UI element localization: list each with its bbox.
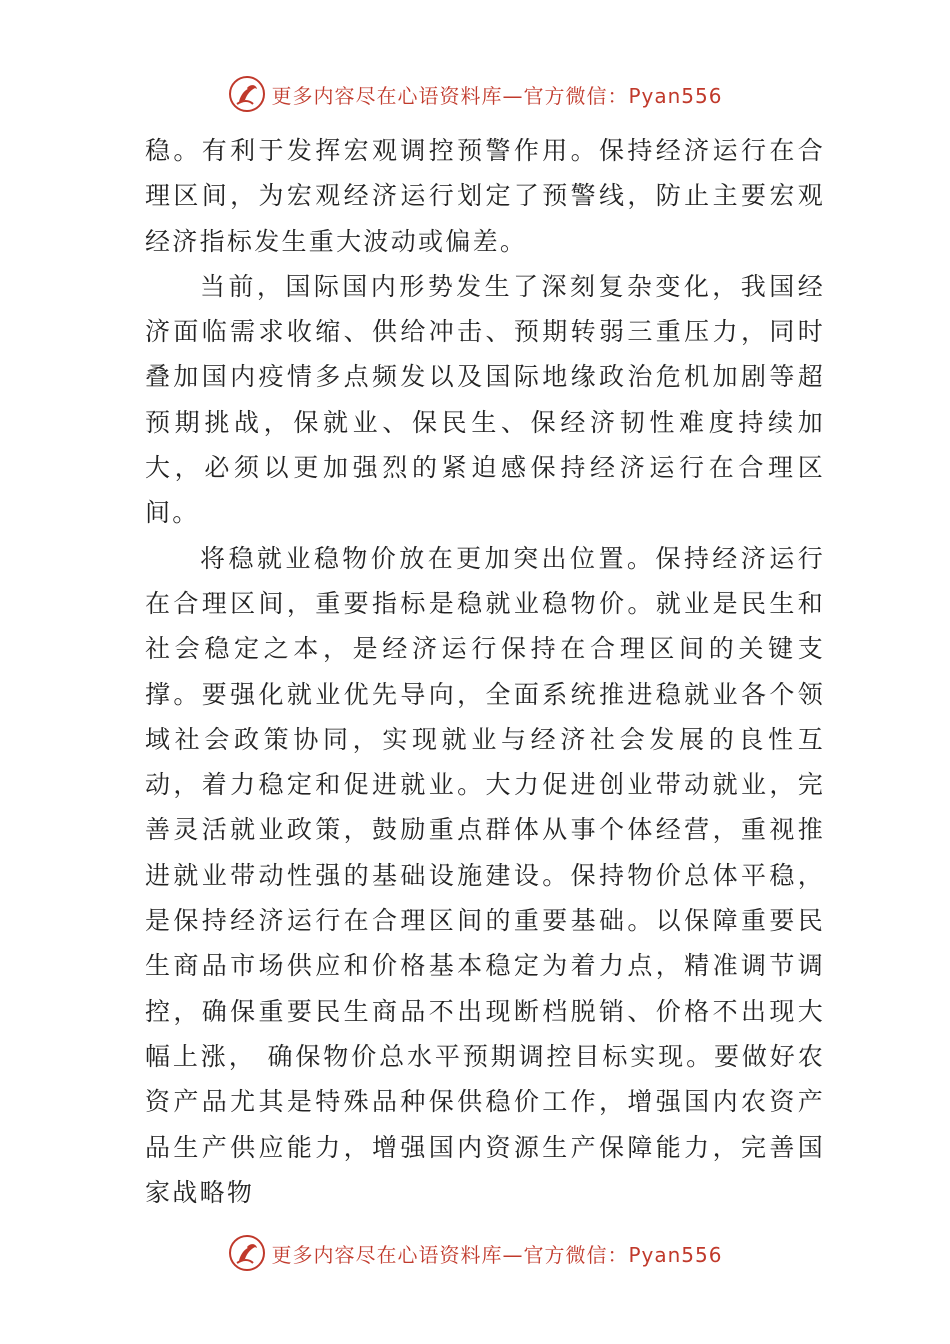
footer-banner-text: 更多内容尽在心语资料库—官方微信：Pyan556 bbox=[271, 1242, 723, 1267]
document-body bbox=[145, 128, 825, 1215]
header-banner bbox=[0, 72, 950, 116]
rose-logo-icon bbox=[227, 74, 267, 114]
paragraph: 稳。有利于发挥宏观调控预警作用。保持经济运行在合理区间，为宏观经济运行划定了预警线，防止主要宏观经济指标发生重大波动或偏差。 bbox=[145, 136, 825, 256]
rose-logo-icon bbox=[227, 1233, 267, 1273]
header-banner-text: 更多内容尽在心语资料库—官方微信：Pyan556 bbox=[271, 83, 723, 108]
paragraph: 将稳就业稳物价放在更加突出位置。保持经济运行在合理区间，重要指标是稳就业稳物价。就业是民生和社会稳定之本，是经济运行保持在合理区间的关键支撑。要强化就业优先导向，全面系统推进稳就业各个领域社会政策协同，实现就业与经济社会发展的良性互动，着力稳定和促进就业。大力促进创业带动就业，完善灵活就业政策，鼓励重点群体从事个体经营，重视推进就业带动性强的基础设施建设。保持物价总体平稳，是保持经济运行在合理区间的重要基础。以保障重要民生商品市场供应和价格基本稳定为着力点，精准调节调控，确保重要民生商品不出现断档脱销、价格不出现大幅上涨， 确保物价总水平预期调控目标实现。要做好农资产品尤其是特殊品种保供稳价工作，增强国内农资产品生产供应能力，增强国内资源生产保障能力，完善国家战略物 bbox=[145, 543, 825, 1207]
footer-banner bbox=[0, 1231, 950, 1275]
paragraph: 当前，国际国内形势发生了深刻复杂变化，我国经济面临需求收缩、供给冲击、预期转弱三重压力，同时叠加国内疫情多点频发以及国际地缘政治危机加剧等超预期挑战，保就业、保民生、保经济韧性难度持续加大，必须以更加强烈的紧迫感保持经济运行在合理区间。 bbox=[145, 271, 825, 528]
